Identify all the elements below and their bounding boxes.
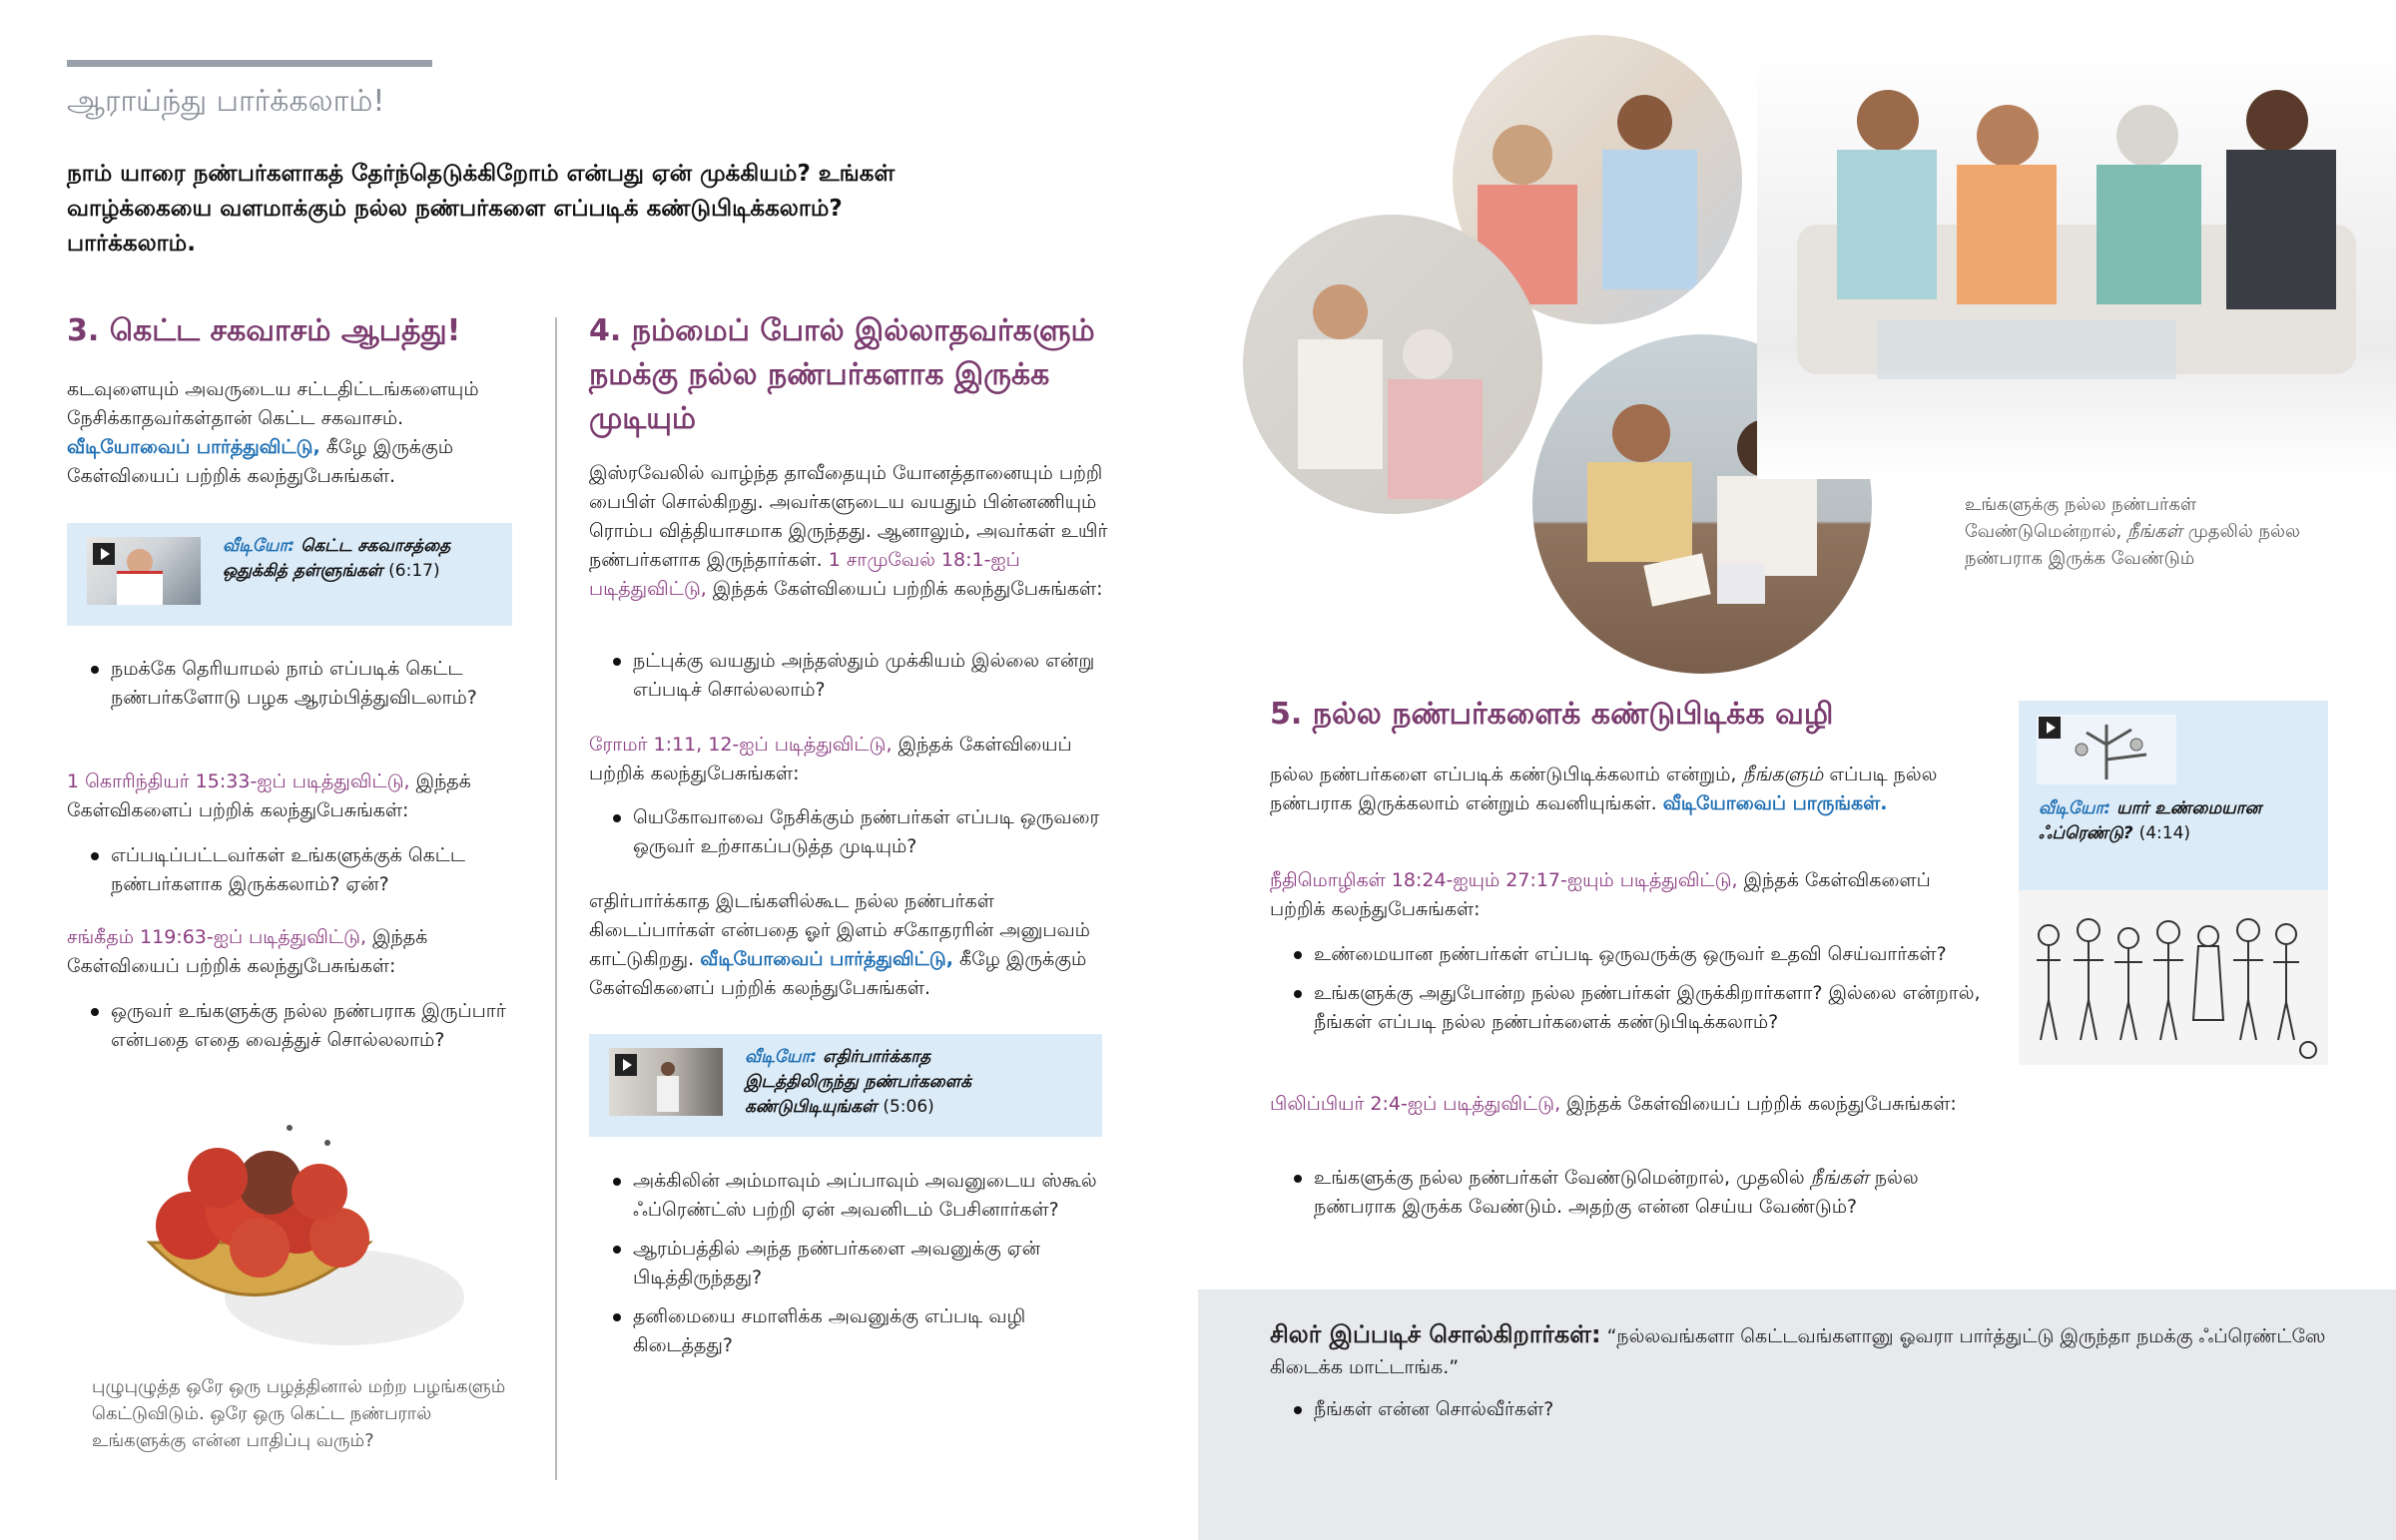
section-5-intro: நல்ல நண்பர்களை எப்படிக் கண்டுபிடிக்கலாம் என்றும், நீங்களும் எப்படி நல்ல நண்பராக இருக்கலாம் என்றும் கவனியுங்கள். வீடியோவைப் பாருங்கள். [1270,764,1938,814]
column-divider [555,317,557,1480]
section-3-title: 3. கெட்ட சகவாசம் ஆபத்து! [67,313,461,348]
question-item: உண்மையான நண்பர்கள் எப்படி ஒருவருக்கு ஒருவர் உதவி செய்வார்கள்? [1270,940,1989,969]
diverse-friends-drawing [2019,890,2328,1065]
video-thumbnail[interactable] [609,1048,723,1116]
header-rule [67,60,432,67]
video-thumbnail[interactable] [87,537,201,605]
play-icon[interactable] [2039,717,2061,739]
scripture-prompt: சங்கீதம் 119:63-ஐப் படித்துவிட்டு, இந்தக் கேள்வியைப் பற்றிக் கலந்துபேசுங்கள்: [67,926,428,977]
question-item: நீங்கள் என்ன சொல்வீர்கள்? [1270,1395,1969,1424]
scripture-prompt: பிலிப்பியர் 2:4-ஐப் படித்துவிட்டு, இந்தக் கேள்வியைப் பற்றிக் கலந்துபேசுங்கள்: [1270,1093,1957,1115]
section-4-paragraph: எதிர்பார்க்காத இடங்களில்கூட நல்ல நண்பர்கள் கிடைப்பார்கள் என்பதை ஓர் இளம் சகோதரரின் அனுபவம் காட்டுகிறது. வீடியோவைப் பார்த்துவிட்டு, கீழே இருக்கும் கேள்விகளைப் பற்றிக் கலந்துபேசுங்கள். [589,890,1090,999]
question-item: எப்படிப்பட்டவர்கள் உங்களுக்குக் கெட்ட நண்பர்களாக இருக்கலாம்? ஏன்? [67,841,526,899]
section-5-title: 5. நல்ல நண்பர்களைக் கண்டுபிடிக்க வழி [1270,697,1834,732]
scripture-link[interactable]: 1 கொரிந்தியர் 15:33-ஐப் படித்துவிட்டு, [67,770,410,792]
illustration-caption: புழுபுழுத்த ஒரே ஒரு பழத்தினால் மற்ற பழங்களும் கெட்டுவிடும். ஒரே ஒரு கெட்ட நண்பரால் உங்களுக்கு என்ன பாதிப்பு வரும்? [92,1376,506,1451]
section-3-intro: கடவுளையும் அவருடைய சட்டதிட்டங்களையும் நேசிக்காதவர்கள்தான் கெட்ட சகவாசம். வீடியோவைப் பார்த்துவிட்டு, கீழே இருக்கும் கேள்வியைப் பற்றிக் கலந்துபேசுங்கள். [67,378,479,487]
question-list [67,655,526,723]
some-people-say-quote: “நல்லவங்களா கெட்டவங்களானு ஓவரா பார்த்துட்டு இருந்தா நமக்கு ஃப்ரெண்ட்ஸே கிடைக்க மாட்டாங்க.” [1270,1325,2326,1378]
question-list [67,997,526,1065]
question-item: உங்களுக்கு அதுபோன்ற நல்ல நண்பர்கள் இருக்கிறார்களா? இல்லை என்றால், நீங்கள் எப்படி நல்ல நண்பர்களைக் கண்டுபிடிக்கலாம்? [1270,979,1989,1037]
section-4-title: 4. நம்மைப் போல் இல்லாதவர்களும் நமக்கு நல்ல நண்பர்களாக இருக்க முடியும் [589,313,1095,436]
video-title: வீடியோ: எதிர்பார்க்காத இடத்திலிருந்து நண்பர்களைக் கண்டுபிடியுங்கள் (5:06) [745,1047,971,1117]
video-title: வீடியோ: யார் உண்மையான ஃப்ரெண்டு? (4:14) [2039,798,2262,843]
question-item: ஒருவர் உங்களுக்கு நல்ல நண்பராக இருப்பார் என்பதை எதை வைத்துச் சொல்லலாம்? [67,997,526,1055]
scripture-link[interactable]: 1 சாமுவேல் 18:1-ஐப் படித்துவிட்டு, [589,549,1020,600]
question-list [589,647,1118,715]
group-of-friends-photo [1757,50,2396,479]
watch-video-link[interactable]: வீடியோவைப் பார்த்துவிட்டு, [67,436,320,458]
video-card-bad-association[interactable] [67,523,512,626]
video-card-unexpected-friends[interactable] [589,1034,1102,1137]
video-card-true-friend[interactable] [2019,701,2328,890]
question-item: அக்கிலின் அம்மாவும் அப்பாவும் அவனுடைய ஸ்கூல் ஃப்ரெண்ட்ஸ் பற்றி ஏன் அவனிடம் பேசினார்கள்? [589,1167,1118,1225]
question-item: தனிமையை சமாளிக்க அவனுக்கு எப்படி வழி கிடைத்தது? [589,1302,1118,1360]
scripture-link[interactable]: பிலிப்பியர் 2:4-ஐப் படித்துவிட்டு, [1270,1093,1561,1115]
intro-paragraph: நாம் யாரை நண்பர்களாகத் தேர்ந்தெடுக்கிறோம் என்பது ஏன் முக்கியம்? உங்கள் வாழ்க்கையை வளமாக்கும் நல்ல நண்பர்களை எப்படிக் கண்டுபிடிக்கலாம்? பார்க்கலாம். [67,161,896,257]
question-item: நமக்கே தெரியாமல் நாம் எப்படிக் கெட்ட நண்பர்களோடு பழக ஆரம்பித்துவிடலாம்? [67,655,526,713]
question-item: உங்களுக்கு நல்ல நண்பர்கள் வேண்டுமென்றால், முதலில் நீங்கள் நல்ல நண்பராக இருக்க வேண்டும். அதற்கு என்ன செய்ய வேண்டும்? [1270,1164,1989,1222]
question-list [1270,940,1989,1047]
question-list [589,1167,1118,1370]
watch-video-link[interactable]: வீடியோவைப் பாருங்கள். [1662,792,1888,814]
scripture-prompt: 1 கொரிந்தியர் 15:33-ஐப் படித்துவிட்டு, இந்தக் கேள்விகளைப் பற்றிக் கலந்துபேசுங்கள்: [67,770,471,821]
question-item: ஆரம்பத்தில் அந்த நண்பர்களை அவனுக்கு ஏன் பிடித்திருந்தது? [589,1235,1118,1292]
photo-caption: உங்களுக்கு நல்ல நண்பர்கள் வேண்டுமென்றால், நீங்கள் முதலில் நல்ல நண்பராக இருக்க வேண்டும் [1965,494,2300,569]
play-icon[interactable] [93,543,115,565]
scripture-link[interactable]: சங்கீதம் 119:63-ஐப் படித்துவிட்டு, [67,926,367,948]
visiting-elderly-photo [1243,215,1542,514]
question-item: நட்புக்கு வயதும் அந்தஸ்தும் முக்கியம் இல்லை என்று எப்படிச் சொல்லலாம்? [589,647,1118,705]
watch-video-link[interactable]: வீடியோவைப் பார்த்துவிட்டு, [700,948,953,970]
question-item: யெகோவாவை நேசிக்கும் நண்பர்கள் எப்படி ஒருவரை ஒருவர் உற்சாகப்படுத்த முடியும்? [589,803,1108,861]
some-people-say [1270,1319,2328,1383]
section-kicker: ஆராய்ந்து பார்க்கலாம்! [67,84,385,119]
question-list [589,803,1108,871]
video-title: வீடியோ: கெட்ட சகவாசத்தை ஒதுக்கித் தள்ளுங்கள் (6:17) [223,536,451,581]
play-icon[interactable] [615,1054,637,1076]
scripture-link[interactable]: ரோமர் 1:11, 12-ஐப் படித்துவிட்டு, [589,734,893,756]
some-people-say-label: சிலர் இப்படிச் சொல்கிறார்கள்: [1270,1320,1601,1348]
question-list [67,841,526,909]
question-list [1270,1395,1969,1434]
fruit-bowl-illustration [130,1108,479,1357]
scripture-link[interactable]: நீதிமொழிகள் 18:24-ஐயும் 27:17-ஐயும் படித்துவிட்டு, [1270,869,1738,891]
scripture-prompt: நீதிமொழிகள் 18:24-ஐயும் 27:17-ஐயும் படித்துவிட்டு, இந்தக் கேள்விகளைப் பற்றிக் கலந்துபேசுங்கள்: [1270,869,1931,920]
section-4-intro: இஸ்ரவேலில் வாழ்ந்த தாவீதையும் யோனத்தானையும் பற்றி பைபிள் சொல்கிறது. அவர்களுடைய வயதும் பின்னணியும் ரொம்ப வித்தியாசமாக இருந்தது. ஆனாலும், அவர்கள் உயிர் நண்பர்களாக இருந்தார்கள். 1 சாமுவேல் 18:1-ஐப் படித்துவிட்டு, இந்தக் கேள்வியைப் பற்றிக் கலந்துபேசுங்கள்: [589,462,1108,600]
question-list [1270,1164,1989,1232]
scripture-prompt: ரோமர் 1:11, 12-ஐப் படித்துவிட்டு, இந்தக் கேள்வியைப் பற்றிக் கலந்துபேசுங்கள்: [589,734,1072,784]
